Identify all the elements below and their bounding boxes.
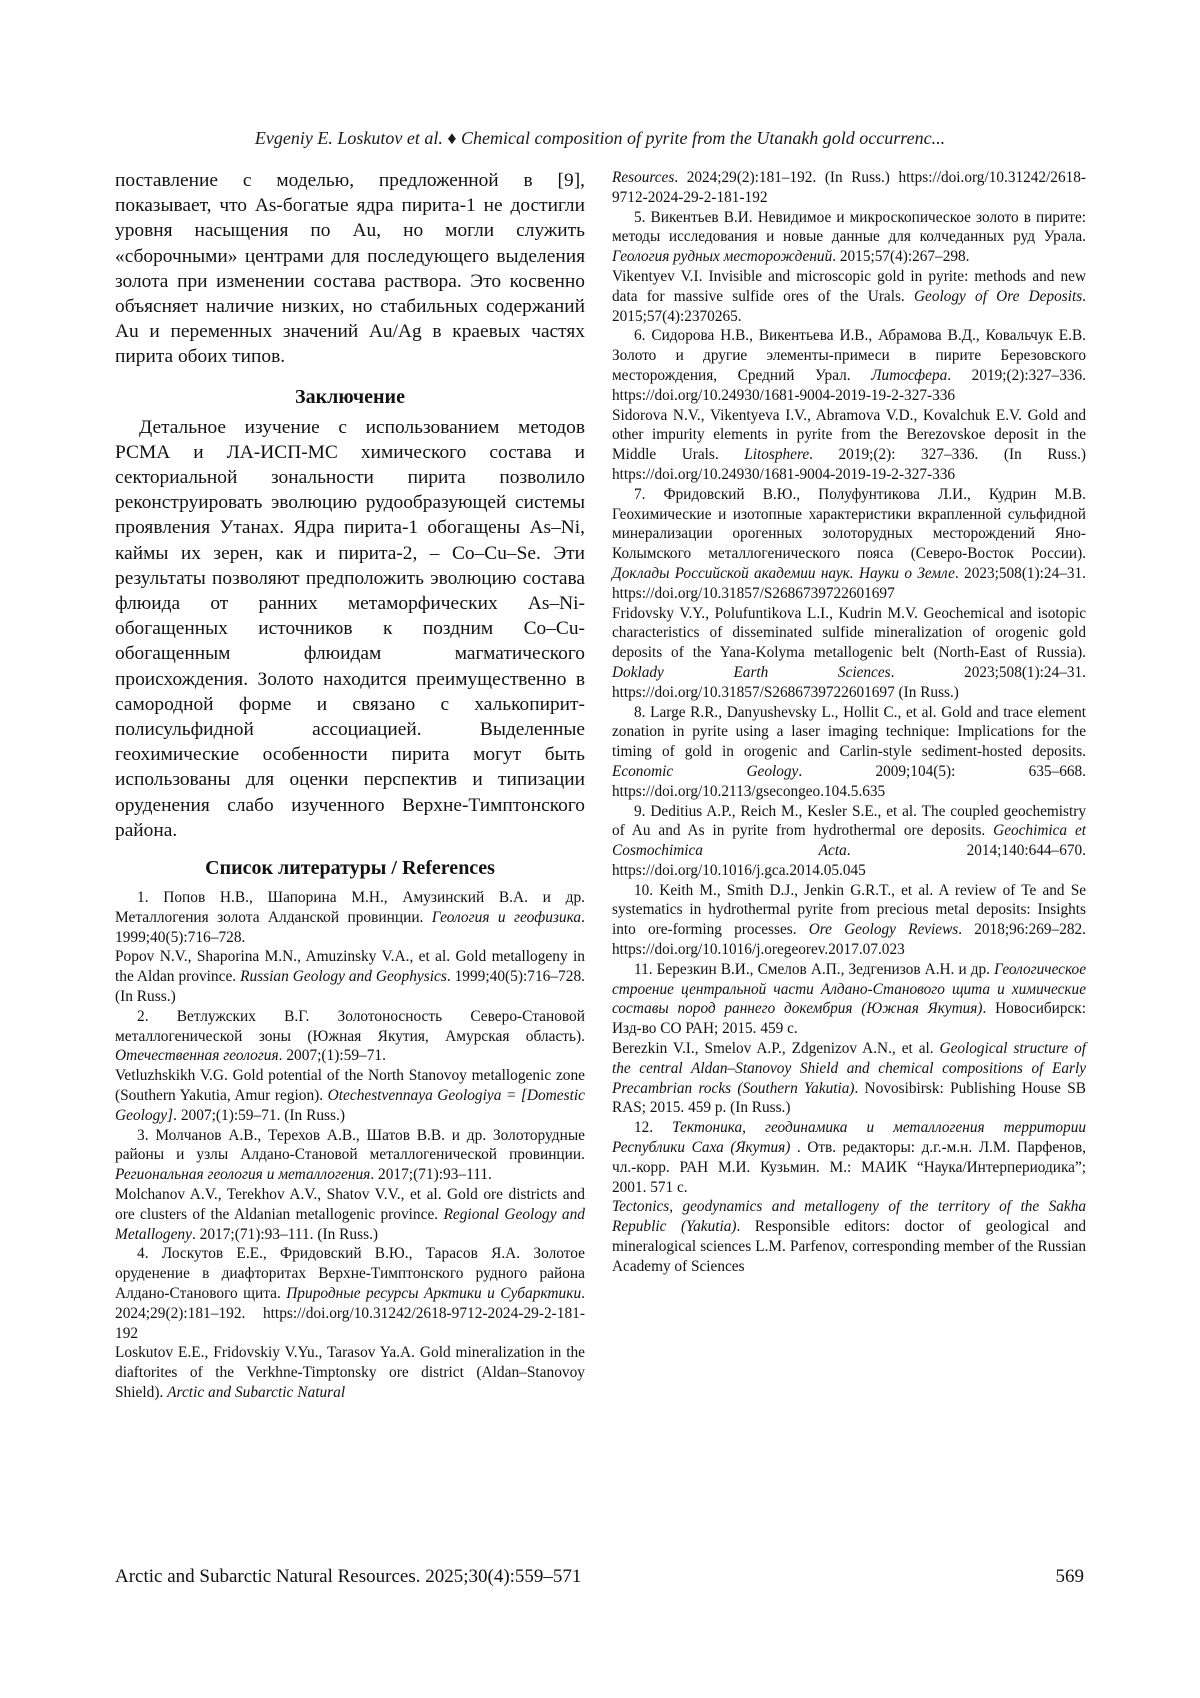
footer-journal-citation: Arctic and Subarctic Natural Resources. 2025;30(4):559–571	[115, 1566, 582, 1587]
reference-authors-title: Vikentyev V.I. Invisible and microscopic gold in pyrite: methods and new data for massive sulfide ores of the Urals.	[612, 267, 1086, 305]
reference-authors-title: 5. Викентьев В.И. Невидимое и микроскопическое золото в пирите: методы исследования и новые данные для колчеданных руд Урала.	[612, 208, 1086, 246]
reference-details: . 2023;508(1):24–31. https://doi.org/10.31857/S2686739722601697 (In Russ.)	[612, 663, 1086, 701]
reference-entry	[612, 604, 1086, 703]
reference-entry	[612, 703, 1086, 802]
reference-details: . 2017;(71):93–111. (In Russ.)	[191, 1225, 379, 1243]
reference-authors-title: 11. Березкин В.И., Смелов А.П., Зедгенизов А.Н. и др.	[634, 960, 995, 978]
reference-details: . 2024;29(2):181–192. https://doi.org/10.31242/2618-9712-2024-29-2-181-192	[115, 1285, 585, 1342]
reference-details: . 1999;40(5):716–728. (In Russ.)	[115, 968, 585, 1006]
reference-journal: Economic Geology	[612, 762, 799, 780]
reference-journal: Геология рудных месторождений	[612, 248, 833, 266]
reference-authors-title: Fridovsky V.Y., Polufuntikova L.I., Kudrin M.V. Geochemical and isotopic characteristics of disseminated sulfide mineralization of orogenic gold deposits of the Yana-Kolyma metallogenic belt (North-East of Russia).	[612, 604, 1086, 662]
reference-entry	[612, 485, 1086, 604]
reference-journal: Geochimica et Cosmochimica Acta	[612, 822, 1086, 860]
references-list-right	[612, 168, 1086, 1277]
reference-authors-title: Berezkin V.I., Smelov A.P., Zdgenizov A.N., et al.	[612, 1040, 940, 1058]
reference-journal: Regional Geology and Metallogeny	[115, 1205, 585, 1243]
reference-details: . 2007;(1):59–71. (In Russ.)	[173, 1106, 345, 1124]
reference-details: . 1999;40(5):716–728.	[115, 908, 585, 946]
reference-journal: Ore Geology Reviews	[808, 921, 959, 939]
reference-journal: Russian Geology and Geophysics	[240, 968, 447, 986]
reference-entry	[115, 1343, 585, 1402]
references-heading: Список литературы / References	[205, 857, 495, 880]
reference-entry	[115, 1126, 585, 1185]
reference-journal: Geological structure of the central Aldan–Stanovoy Shield and chemical compositions of Early Precambrian rocks (Southern Yakutia)	[612, 1040, 1086, 1097]
running-head: Evgeniy E. Loskutov et al. ♦ Chemical composition of pyrite from the Utanakh gold occurrenc...	[254, 128, 946, 148]
reference-journal: Otechestvennaya Geologiya = [Domestic Geology]	[115, 1087, 585, 1124]
body-paragraph: поставление с моделью, предложенной в [9], показывает, что As-богатые ядра пирита-1 не достигли уровня насыщения по Au, но могли служить «сборочными» центрами для последующего выделения золота при изменении состава раствора. Это косвенно объясняет наличие низких, но стабильных содержаний Au и переменных значений Au/Ag в краевых частях пирита обоих типов.	[115, 170, 585, 368]
right-column	[612, 168, 1086, 1277]
reference-authors-title: 3. Молчанов А.В., Терехов А.В., Шатов В.В. и др. Золоторудные районы и узлы Алдано-Становой металлогенической провинции.	[115, 1126, 585, 1164]
reference-entry	[612, 208, 1086, 267]
reference-journal: Litosphere	[744, 446, 810, 464]
references-list-left	[115, 888, 585, 1403]
reference-entry	[115, 947, 585, 1006]
reference-details: . 2007;(1):59–71.	[278, 1047, 386, 1065]
reference-entry	[612, 406, 1086, 485]
reference-journal: Тектоника, геодинамика и металлогения территории Республики Саха (Якутия)	[612, 1119, 1087, 1157]
reference-details: . 2015;57(4):2370265.	[612, 287, 1086, 325]
reference-journal: Литосфера	[871, 366, 948, 384]
reference-details: . 2019;(2):327–336. https://doi.org/10.24930/1681-9004-2019-19-2-327-336	[612, 366, 1086, 404]
reference-authors-title: Vetluzhskikh V.G. Gold potential of the North Stanovoy metallogenic zone (Southern Yakutia, Amur region).	[115, 1067, 585, 1105]
conclusion-heading: Заключение	[295, 385, 405, 408]
reference-authors-title: 2. Ветлужских В.Г. Золотоносность Северо-Становой металлогенической зоны (Южная Якутия, Амурская область).	[115, 1007, 585, 1045]
reference-authors-title: 12.	[634, 1119, 673, 1137]
reference-entry	[115, 1007, 585, 1066]
reference-entry	[115, 1066, 585, 1125]
reference-details: . Novosibirsk: Publishing House SB RAS; 2015. 459 p. (In Russ.)	[612, 1079, 1086, 1117]
reference-entry	[612, 326, 1086, 405]
reference-details: . Responsible editors: doctor of geological and mineralogical sciences L.M. Parfenov, corresponding member of the Russian Academy of Sciences	[612, 1218, 1086, 1275]
reference-authors-title: 4. Лоскутов Е.Е., Фридовский В.Ю., Тарасов Я.А. Золотое оруденение в диафторитах Верхне-Тимптонского рудного района Алдано-Станового щита.	[115, 1245, 585, 1303]
reference-details: . 2018;96:269–282. https://doi.org/10.1016/j.oregeorev.2017.07.023	[612, 921, 1086, 959]
reference-journal: Доклады Российской академии наук. Науки о Земле	[612, 564, 955, 582]
reference-journal: Tectonics, geodynamics and metallogeny of the territory of the Sakha Republic (Yakutia)	[612, 1198, 1086, 1236]
reference-journal: Doklady Earth Sciences	[612, 663, 891, 681]
reference-details: . 2015;57(4):267–298.	[832, 248, 970, 266]
reference-authors-title: 8. Large R.R., Danyushevsky L., Hollit C., et al. Gold and trace element zonation in pyrite using a laser imaging technique: Implications for the timing of gold in orogenic and Carlin-style sediment-hosted deposits.	[612, 703, 1086, 761]
reference-authors-title: 7. Фридовский В.Ю., Полуфунтикова Л.И., Кудрин М.В. Геохимические и изотопные характеристики вкрапленной сульфидной минерализации орогенных золоторудных месторождений Яно-Колымского металлогенического пояса (Северо-Восток России).	[612, 485, 1086, 563]
reference-entry	[612, 802, 1086, 881]
reference-details: . Новосибирск: Изд-во СО РАН; 2015. 459 с.	[612, 1000, 1086, 1038]
reference-authors-title: Loskutov E.E., Fridovskiy V.Yu., Tarasov Ya.A. Gold mineralization in the diaftorites of the Verkhne-Timptonsky ore district (Aldan–Stanovoy Shield).	[115, 1344, 585, 1401]
conclusion-paragraph: Детальное изучение с использованием методов РСМА и ЛА-ИСП-МС химического состава и секториальной зональности пирита позволило реконструировать эволюцию рудообразующей системы проявления Утанах. Ядра пирита-1 обогащены As–Ni, каймы их зерен, как и пирита-2, – Co–Cu–Se. Эти результаты позволяют предположить эволюцию состава флюида от ранних метаморфических As–Ni-обогащенных источников к поздним Co–Cu-обогащенным флюидам магматического происхождения. Золото находится преимущественно в самородной форме и связано с халькопирит-полисульфидной ассоциацией. Выделенные геохимические особенности пирита могут быть использованы для оценки перспектив и типизации оруденения слабо изученного Верхне-Тимптонского района.	[115, 416, 585, 841]
reference-entry	[612, 1197, 1086, 1276]
conclusion-section	[115, 415, 585, 843]
reference-journal: Региональная геология и металлогения	[115, 1166, 371, 1184]
reference-entry	[612, 267, 1086, 326]
reference-entry	[115, 1185, 585, 1244]
reference-entry	[115, 1244, 585, 1343]
reference-journal: Geology of Ore Deposits	[913, 287, 1083, 305]
reference-authors-title: 1. Попов Н.В., Шапорина М.Н., Амузинский В.А. и др. Металлогения золота Алданской провинции.	[115, 889, 585, 926]
reference-details: . 2017;(71):93–111.	[370, 1166, 492, 1184]
reference-entry	[115, 888, 585, 947]
reference-authors-title: 9. Deditius A.P., Reich M., Kesler S.E., et al. The coupled geochemistry of Au and As in pyrite from hydrothermal ore deposits.	[612, 802, 1086, 840]
reference-details: . 2019;(2): 327–336. (In Russ.) https://doi.org/10.24930/1681-9004-2019-19-2-327-336	[612, 446, 1086, 483]
reference-details: . 2014;140:644–670. https://doi.org/10.1016/j.gca.2014.05.045	[612, 842, 1086, 879]
reference-authors-title: Popov N.V., Shaporina M.N., Amuzinsky V.A., et al. Gold metallogeny in the Aldan province.	[115, 948, 585, 986]
reference-details: . Отв. редакторы: д.г.-м.н. Л.М. Парфенов, чл.-корр. РАН М.И. Кузьмин. М.: МАИК “Наука/Интерпериодика”; 2001. 571 с.	[612, 1139, 1086, 1196]
reference-journal: Геология и геофизика	[431, 908, 582, 926]
reference-authors-title: Molchanov A.V., Terekhov A.V., Shatov V.V., et al. Gold ore districts and ore clusters of the Aldanian metallogenic province.	[115, 1186, 585, 1223]
reference-authors-title: Sidorova N.V., Vikentyeva I.V., Abramova V.D., Kovalchuk E.V. Gold and other impurity elements in pyrite from the Berezovskoe deposit in the Middle Urals.	[612, 406, 1086, 464]
reference-details: . 2024;29(2):181–192. (In Russ.) https://doi.org/10.31242/2618-9712-2024-29-2-181-192	[612, 169, 1086, 206]
reference-details: . 2023;508(1):24–31. https://doi.org/10.31857/S2686739722601697	[612, 564, 1086, 602]
reference-authors-title: 10. Keith M., Smith D.J., Jenkin G.R.T., et al. A review of Te and Se systematics in hydrothermal pyrite from precious metal deposits: Insights into ore-forming processes.	[612, 881, 1086, 939]
left-column	[115, 168, 585, 1403]
reference-journal: Геологическое строение центральной части Алдано-Станового щита и химические составы пород раннего докембрия (Южная Якутия)	[612, 960, 1086, 1018]
reference-journal: Природные ресурсы Арктики и Субарктики	[286, 1285, 582, 1303]
body-text	[115, 168, 585, 370]
reference-journal: Отечественная геология	[115, 1047, 279, 1065]
reference-journal: Resources	[612, 169, 675, 186]
reference-entry	[612, 168, 1086, 208]
reference-entry	[612, 960, 1086, 1039]
reference-authors-title: 6. Сидорова Н.В., Викентьева И.В., Абрамова В.Д., Ковальчук Е.В. Золото и другие элементы-примеси в пирите Березовского месторождения, Средний Урал.	[612, 327, 1086, 384]
reference-entry	[612, 1118, 1086, 1197]
reference-details: . 2009;104(5): 635–668. https://doi.org/10.2113/gsecongeo.104.5.635	[612, 762, 1087, 800]
footer-page-number: 569	[1055, 1566, 1084, 1587]
reference-entry	[612, 881, 1086, 960]
reference-entry	[612, 1039, 1086, 1118]
reference-journal: Arctic and Subarctic Natural	[167, 1384, 346, 1401]
